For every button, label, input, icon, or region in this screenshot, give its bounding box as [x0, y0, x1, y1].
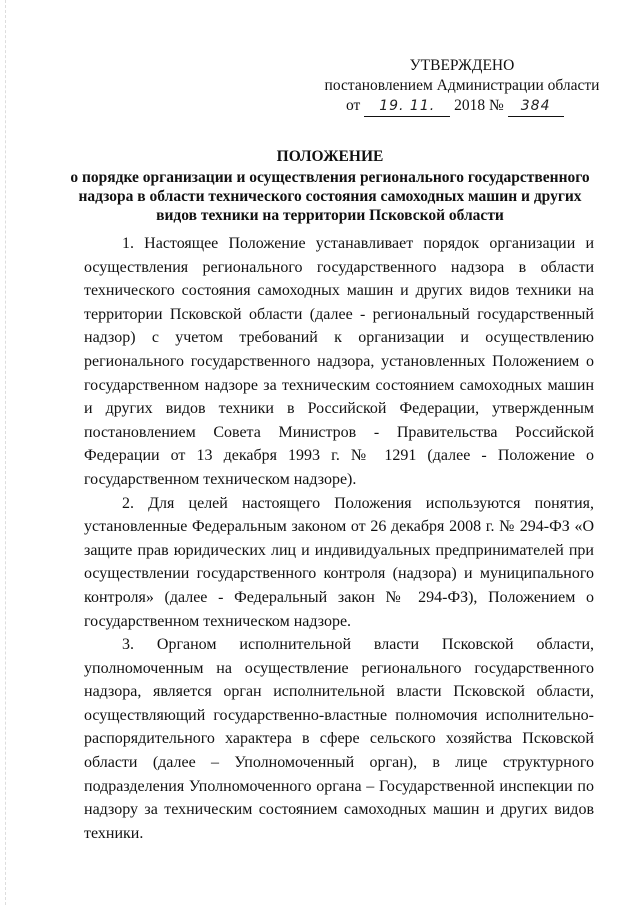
approval-date-line: [312, 96, 612, 117]
approval-number-handwritten: 384: [508, 96, 564, 117]
paragraph: 3. Органом исполнительной власти Псковской области, уполномоченным на осуществление регионального государственного надзора, является орган исполнительной власти Псковской области, осуществляющий государственно-властные полномочия исполнительно-распорядительного характера в сфере сельского хозяйства Псковской области (далее – Уполномоченный орган), в лице структурного подразделения Уполномоченного органа – Государственной инспекции по надзору за техническим состоянием самоходных машин и других видов техники.: [84, 636, 594, 842]
paragraph: 1. Настоящее Положение устанавливает порядок организации и осуществления регионального государственного надзора в области технического состояния самоходных машин и других видов техники на территории Псковской области (далее - региональный государственный надзор) с учетом требований к организации и осуществлению регионального государственного надзора, установленных Положением о государственном надзоре за техническим состоянием самоходных машин и других видов техники в Российской Федерации, утвержденным постановлением Совета Министров - Правительства Российской Федерации от 13 декабря 1993 г. № 1291 (далее - Положение о государственном техническом надзоре).: [84, 235, 594, 488]
approval-from-label: от: [346, 97, 361, 114]
document-body: [84, 232, 594, 845]
approval-date-handwritten: 19. 11.: [364, 96, 450, 117]
title-heading: ПОЛОЖЕНИЕ: [276, 148, 384, 165]
paragraph: 2. Для целей настоящего Положения используются понятия, установленные Федеральным законом от 26 декабря 2008 г. № 294-ФЗ «О защите прав юридических лиц и индивидуальных предпринимателей при осуществлении государственного контроля (надзора) и муниципального контроля» (далее - Федеральный закон № 294-ФЗ), Положением о государственном техническом надзоре.: [84, 494, 594, 630]
approval-year-no-label: 2018 №: [454, 97, 504, 114]
scan-edge: [0, 0, 6, 905]
approval-authority: постановлением Администрации области: [324, 77, 600, 94]
approval-title: УТВЕРЖДЕНО: [409, 57, 515, 74]
approval-block: [312, 56, 612, 117]
title-subtitle: о порядке организации и осуществления регионального государственного надзора в области технического состояния самоходных машин и других видов техники на территории Псковской области: [70, 169, 590, 224]
document-title: [64, 147, 596, 225]
